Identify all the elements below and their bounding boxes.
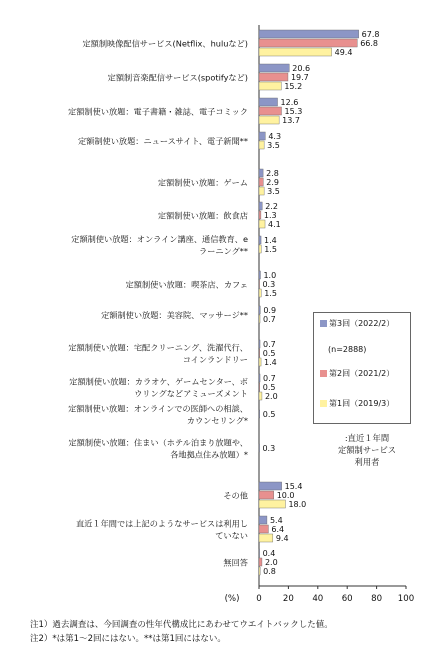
bar-1-cat-13	[259, 444, 260, 452]
value-label-1-cat-2: 20.6	[292, 64, 311, 73]
value-label-1-cat-16: 0.4	[262, 549, 276, 558]
legend-item-series-1	[320, 319, 394, 329]
bar-1-cat-5	[259, 169, 263, 177]
value-label-1-cat-7: 1.4	[264, 236, 277, 245]
value-label-3-cat-5: 3.5	[267, 187, 280, 196]
category-label-5: 定額制使い放題：ゲーム	[157, 177, 248, 188]
value-label-3-cat-11: 2.0	[264, 392, 278, 401]
bar-3-cat-5	[259, 187, 264, 195]
bar-1-cat-8	[259, 271, 260, 279]
bar-1-cat-7	[259, 236, 261, 244]
x-tick-label-4: 80	[371, 594, 383, 604]
legend-note-line-1: :直近１年間	[344, 433, 390, 443]
value-label-1-cat-6: 2.2	[265, 202, 278, 211]
bar-1-cat-14	[259, 482, 282, 490]
value-label-2-cat-6: 1.3	[263, 211, 277, 220]
value-label-1-cat-15: 5.4	[269, 516, 283, 525]
value-label-3-cat-15: 9.4	[275, 534, 289, 543]
bar-2-cat-5	[259, 178, 263, 186]
value-label-3-cat-8: 1.5	[264, 289, 277, 298]
legend-note-line-2: 定額制サービス	[337, 445, 397, 455]
category-label-7-line-2: ラーニング**	[199, 246, 248, 256]
value-label-3-cat-1: 49.4	[334, 48, 353, 57]
bar-2-cat-6	[259, 211, 261, 219]
bar-1-cat-11	[259, 374, 260, 382]
value-label-3-cat-4: 3.5	[267, 141, 280, 150]
legend-label-series-1: 第3回（2022/2）	[329, 319, 395, 328]
legend-label-series-3: 第1回（2019/3）	[329, 399, 395, 408]
value-label-2-cat-15: 6.4	[271, 525, 285, 534]
value-label-1-cat-14: 15.4	[284, 482, 303, 491]
category-label-10-line-1: 定額制使い放題：宅配クリーニング、洗濯代行、	[68, 342, 248, 353]
bar-2-cat-1	[259, 39, 357, 47]
bar-2-cat-11	[259, 383, 260, 391]
footnote-1: 注1）過去調査は、今回調査の性年代構成比にあわせてウエイトバックした値。	[30, 620, 333, 630]
value-label-1-cat-10: 0.7	[263, 340, 276, 349]
bar-1-cat-6	[259, 202, 262, 210]
category-label-15-line-1: 直近１年間では上記のようなサービスは利用し	[76, 518, 248, 529]
x-axis-label: (%)	[224, 594, 240, 604]
category-label-3: 定額制使い放題：電子書籍・雑誌、電子コミック	[68, 106, 248, 117]
bar-2-cat-2	[259, 73, 288, 81]
bar-3-cat-15	[259, 534, 273, 542]
category-label-7-line-1: 定額制使い放題：オンライン講座、通信教育、e	[71, 234, 248, 244]
category-label-4: 定額制使い放題：ニュースサイト、電子新聞**	[77, 136, 248, 146]
category-label-12-line-1: 定額制使い放題：オンラインでの医師への相談、	[68, 403, 248, 414]
category-label-1: 定額制映像配信サービス(Netflix、huluなど)	[82, 38, 248, 49]
bar-2-cat-16	[259, 558, 262, 566]
value-label-2-cat-2: 19.7	[290, 73, 309, 82]
value-label-3-cat-2: 15.2	[284, 82, 303, 91]
x-tick-label-1: 20	[282, 594, 294, 604]
legend-swatch-series-3	[320, 400, 327, 407]
legend-sample-size: (n=2888)	[328, 345, 367, 354]
category-label-16: 無回答	[223, 557, 248, 568]
legend-label-series-2: 第2回（2021/2）	[329, 369, 395, 378]
value-label-1-cat-9: 0.9	[263, 306, 277, 315]
value-label-1-cat-11: 0.7	[263, 374, 276, 383]
x-tick-label-2: 40	[312, 594, 324, 604]
value-label-3-cat-7: 1.5	[264, 245, 277, 254]
category-label-11-line-2: ウリングなどアミューズメント	[134, 388, 248, 399]
x-tick-label-3: 60	[341, 594, 353, 604]
legend-item-series-2	[320, 369, 394, 379]
footnote-2: 注2）*は第1〜2回にはない。**は第1回にはない。	[30, 634, 226, 644]
value-label-1-cat-13: 0.3	[262, 444, 276, 453]
value-label-2-cat-11: 0.5	[262, 383, 276, 392]
legend-swatch-series-1	[320, 320, 327, 327]
bar-2-cat-8	[259, 280, 260, 288]
bar-3-cat-9	[259, 315, 260, 323]
value-label-2-cat-16: 2.0	[264, 558, 278, 567]
value-label-2-cat-3: 15.3	[284, 107, 303, 116]
category-label-9: 定額制使い放題：美容院、マッサージ**	[101, 310, 248, 320]
x-tick-label-5: 100	[397, 594, 415, 604]
bar-2-cat-3	[259, 107, 281, 115]
category-label-14: その他	[223, 490, 248, 501]
value-label-1-cat-4: 4.3	[268, 132, 282, 141]
category-label-8: 定額制使い放題：喫茶店、カフェ	[125, 279, 248, 290]
legend-swatch-series-2	[320, 370, 327, 377]
bar-1-cat-3	[259, 98, 278, 106]
x-tick-label-0: 0	[256, 594, 262, 604]
bar-3-cat-11	[259, 392, 262, 400]
value-label-2-cat-5: 2.9	[266, 178, 279, 187]
value-label-2-cat-8: 0.3	[262, 280, 276, 289]
bar-3-cat-16	[259, 567, 260, 575]
value-label-3-cat-6: 4.1	[268, 220, 281, 229]
category-label-13-line-1: 定額制使い放題：住まい（ホテル泊まり放題や、	[68, 437, 248, 448]
value-label-3-cat-14: 18.0	[288, 500, 307, 509]
category-label-6: 定額制使い放題：飲食店	[157, 210, 248, 221]
bar-3-cat-7	[259, 245, 261, 253]
value-label-1-cat-3: 12.6	[280, 98, 299, 107]
bar-1-cat-9	[259, 306, 260, 314]
bar-3-cat-2	[259, 82, 281, 90]
category-label-15-line-2: ていない	[215, 530, 248, 541]
bar-2-cat-14	[259, 491, 274, 499]
value-label-2-cat-1: 66.8	[360, 39, 379, 48]
bar-3-cat-14	[259, 500, 285, 508]
bar-1-cat-15	[259, 516, 267, 524]
bar-1-cat-16	[259, 549, 260, 557]
value-label-3-cat-9: 0.7	[263, 315, 276, 324]
bar-3-cat-1	[259, 48, 332, 56]
category-label-12-line-2: カウンセリング*	[186, 415, 248, 426]
bar-1-cat-1	[259, 30, 359, 38]
value-label-3-cat-3: 13.7	[282, 116, 300, 125]
bar-1-cat-10	[259, 340, 260, 348]
category-label-10-line-2: コインランドリー	[182, 354, 248, 365]
value-label-1-cat-5: 2.8	[266, 169, 279, 178]
legend-note	[327, 432, 407, 468]
category-label-11-line-1: 定額制使い放題：カラオケ、ゲームセンター、ボ	[69, 376, 248, 387]
category-label-13-line-2: 各地拠点住み放題）*	[170, 449, 248, 460]
value-label-2-cat-14: 10.0	[276, 491, 295, 500]
bar-1-cat-4	[259, 132, 265, 140]
value-label-3-cat-16: 0.8	[263, 567, 276, 576]
value-label-1-cat-1: 67.8	[361, 30, 380, 39]
category-label-2: 定額制音楽配信サービス(spotifyなど)	[107, 72, 248, 83]
value-label-3-cat-10: 1.4	[264, 358, 277, 367]
bar-2-cat-10	[259, 349, 260, 357]
value-label-1-cat-12: 0.5	[262, 410, 276, 419]
bar-3-cat-8	[259, 289, 261, 297]
value-label-1-cat-8: 1.0	[263, 271, 277, 280]
bar-1-cat-12	[259, 410, 260, 418]
legend-item-series-3	[320, 399, 394, 409]
bar-2-cat-15	[259, 525, 268, 533]
value-label-2-cat-10: 0.5	[262, 349, 276, 358]
bar-3-cat-6	[259, 220, 265, 228]
bar-3-cat-3	[259, 116, 279, 124]
legend-note-line-3: 利用者	[354, 457, 380, 467]
legend	[313, 312, 411, 424]
bar-3-cat-4	[259, 141, 264, 149]
bar-3-cat-10	[259, 358, 261, 366]
bar-1-cat-2	[259, 64, 289, 72]
